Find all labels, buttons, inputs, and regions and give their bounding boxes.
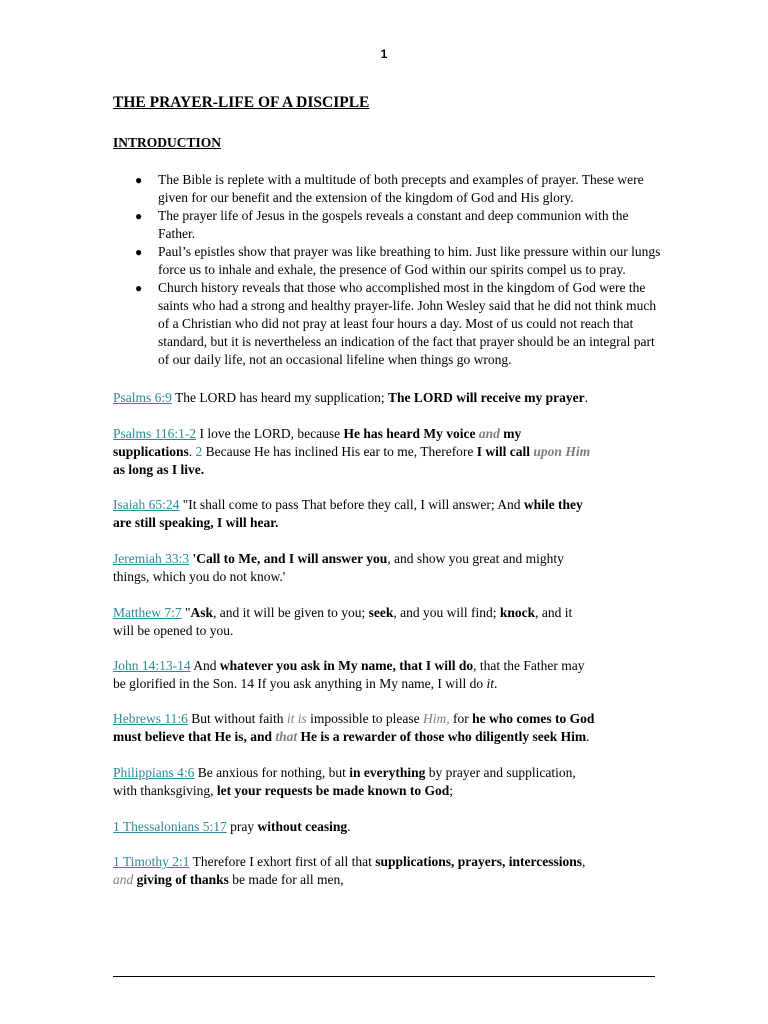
bullet-item: [0, 279, 728, 369]
verse-text: , and show you great and mighty: [387, 551, 564, 566]
verse-text: "It shall come to pass That before they call, I will answer; And: [179, 497, 524, 512]
footer-divider: [113, 976, 655, 977]
verse-text-italic: and: [113, 872, 134, 887]
verse-text: Be anxious for nothing, but: [194, 765, 350, 780]
bullet-line: of our daily life, not an occasional lifeline when things go wrong.: [158, 352, 512, 367]
bullet-item: [0, 171, 728, 207]
verse-text-bold: 'Call to Me, and I will answer you: [192, 551, 388, 566]
bullet-dot-icon: ●: [135, 281, 143, 295]
verse-text: things, which you do not know.': [113, 569, 286, 584]
verse-text-bold: knock: [499, 605, 536, 620]
verse-text-bold: let your requests be made known to God: [216, 783, 450, 798]
verse-text-bold: Ask: [190, 605, 214, 620]
bullet-line: Paul’s epistles show that prayer was like breathing to him. Just like pressure within our lungs: [158, 244, 661, 259]
verse-text-bold: seek: [368, 605, 394, 620]
verse-text-bold: whatever you ask in My name, that I will do: [219, 658, 474, 673]
bullet-line: Church history reveals that those who accomplished most in the kingdom of God were the: [158, 280, 646, 295]
verse-text: But without faith: [187, 711, 287, 726]
verse-text: pray: [226, 819, 258, 834]
bullet-dot-icon: ●: [135, 173, 143, 187]
verse-text: for: [449, 711, 473, 726]
verse-text-bold: are still speaking, I will hear.: [113, 515, 279, 530]
verse-text-bold: my: [499, 426, 522, 441]
scripture-link[interactable]: Hebrews 11:6: [113, 711, 188, 726]
verse-matthew-7-7: [113, 604, 673, 640]
scripture-link[interactable]: Jeremiah 33:3: [113, 551, 190, 566]
verse-text-bold: I will call: [476, 444, 534, 459]
bullet-item: [0, 207, 728, 243]
verse-text: will be opened to you.: [113, 623, 234, 638]
verse-text-bold: giving of thanks: [136, 872, 229, 887]
verse-number: 2: [195, 444, 203, 459]
verse-text-bold: He is a rewarder of those who diligently seek Him: [297, 729, 587, 744]
scripture-link[interactable]: Philippians 4:6: [113, 765, 195, 780]
scripture-link[interactable]: 1 Thessalonians 5:17: [113, 819, 227, 834]
verse-isaiah-65-24: [113, 496, 673, 532]
verse-text: by prayer and supplication,: [425, 765, 576, 780]
verse-1-thessalonians-5-17: [113, 818, 673, 836]
verse-text: impossible to please: [306, 711, 423, 726]
verse-text-bold: He has heard My voice: [343, 426, 479, 441]
scripture-link[interactable]: John 14:13-14: [113, 658, 191, 673]
verse-text: The LORD has heard my supplication;: [171, 390, 388, 405]
verse-text-bold: supplications, prayers, intercessions: [375, 854, 582, 869]
bullet-item: [0, 243, 728, 279]
verse-jeremiah-33-3: [113, 550, 673, 586]
verse-text: , and you will find;: [393, 605, 500, 620]
verse-text-bold: he who comes to God: [472, 711, 595, 726]
verse-text-bold: while they: [523, 497, 583, 512]
verse-text-italic: upon Him: [533, 444, 591, 459]
verse-text: .: [493, 676, 498, 691]
bullet-dot-icon: ●: [135, 209, 143, 223]
scripture-link[interactable]: Isaiah 65:24: [113, 497, 180, 512]
verse-text: Therefore I exhort first of all that: [189, 854, 376, 869]
bullet-line: The prayer life of Jesus in the gospels reveals a constant and deep communion with the: [158, 208, 629, 223]
bullet-line: force us to inhale and exhale, the presence of God within our spirits compel us to pray.: [158, 262, 626, 277]
scripture-link[interactable]: Psalms 116:1-2: [113, 426, 197, 441]
verse-text-bold: must believe that He is, and: [113, 729, 276, 744]
verse-text-italic: and: [478, 426, 500, 441]
verse-text: ,: [581, 854, 586, 869]
verse-text: with thanksgiving,: [113, 783, 217, 798]
bullet-line: The Bible is replete with a multitude of both precepts and examples of prayer. These were: [158, 172, 644, 187]
verse-text: , and it: [535, 605, 573, 620]
verse-text: ;: [449, 783, 454, 798]
scripture-link[interactable]: 1 Timothy 2:1: [113, 854, 190, 869]
verse-psalms-6-9: [113, 389, 673, 407]
verse-john-14-13: [113, 657, 673, 693]
scripture-link[interactable]: Psalms 6:9: [113, 390, 172, 405]
verse-text: be made for all men,: [228, 872, 344, 887]
verse-text: .: [347, 819, 351, 834]
document-title: THE PRAYER-LIFE OF A DISCIPLE: [113, 94, 370, 111]
verse-text-italic: it: [486, 676, 494, 691]
verse-text: I love the LORD, because: [196, 426, 344, 441]
page-number: 1: [380, 47, 388, 61]
verse-hebrews-11-6: [113, 710, 673, 746]
verse-text: .: [586, 729, 590, 744]
verse-text-bold: as long as I live.: [113, 462, 205, 477]
bullet-line: saints who had a strong and healthy prayer-life. John Wesley said that he did not think much: [158, 298, 657, 313]
bullet-line: standard, but it is nevertheless an indication of the fact that prayer should be an integral part: [158, 334, 655, 349]
bullet-line: of a Christian who did not pray at least four hours a day. Most of us could not reach that: [158, 316, 634, 331]
verse-text: Because He has inclined His ear to me, Therefore: [202, 444, 477, 459]
verse-text: ": [181, 605, 191, 620]
verse-text-bold: The LORD will receive my prayer: [387, 390, 585, 405]
verse-text: , and it will be given to you;: [213, 605, 369, 620]
bullet-line: given for our benefit and the extension of the kingdom of God and His glory.: [158, 190, 574, 205]
verse-1-timothy-2-1: [113, 853, 673, 889]
verse-text-italic: that: [275, 729, 298, 744]
verse-text: .: [188, 444, 196, 459]
verse-text: be glorified in the Son. 14 If you ask anything in My name, I will do: [113, 676, 487, 691]
verse-text-bold: without ceasing: [257, 819, 348, 834]
bullet-dot-icon: ●: [135, 245, 143, 259]
verse-text-italic: it is: [286, 711, 307, 726]
introduction-heading: INTRODUCTION: [113, 135, 222, 150]
verse-text-bold: in everything: [349, 765, 426, 780]
verse-text: .: [584, 390, 588, 405]
verse-text: And: [190, 658, 220, 673]
verse-psalms-116: [113, 425, 673, 479]
introduction-bullet-list: [0, 171, 728, 369]
verse-text: , that the Father may: [473, 658, 585, 673]
verse-text-bold: supplications: [113, 444, 189, 459]
scripture-link[interactable]: Matthew 7:7: [113, 605, 182, 620]
verse-text-italic: Him,: [422, 711, 450, 726]
verse-philippians-4-6: [113, 764, 673, 800]
bullet-line: Father.: [158, 226, 196, 241]
